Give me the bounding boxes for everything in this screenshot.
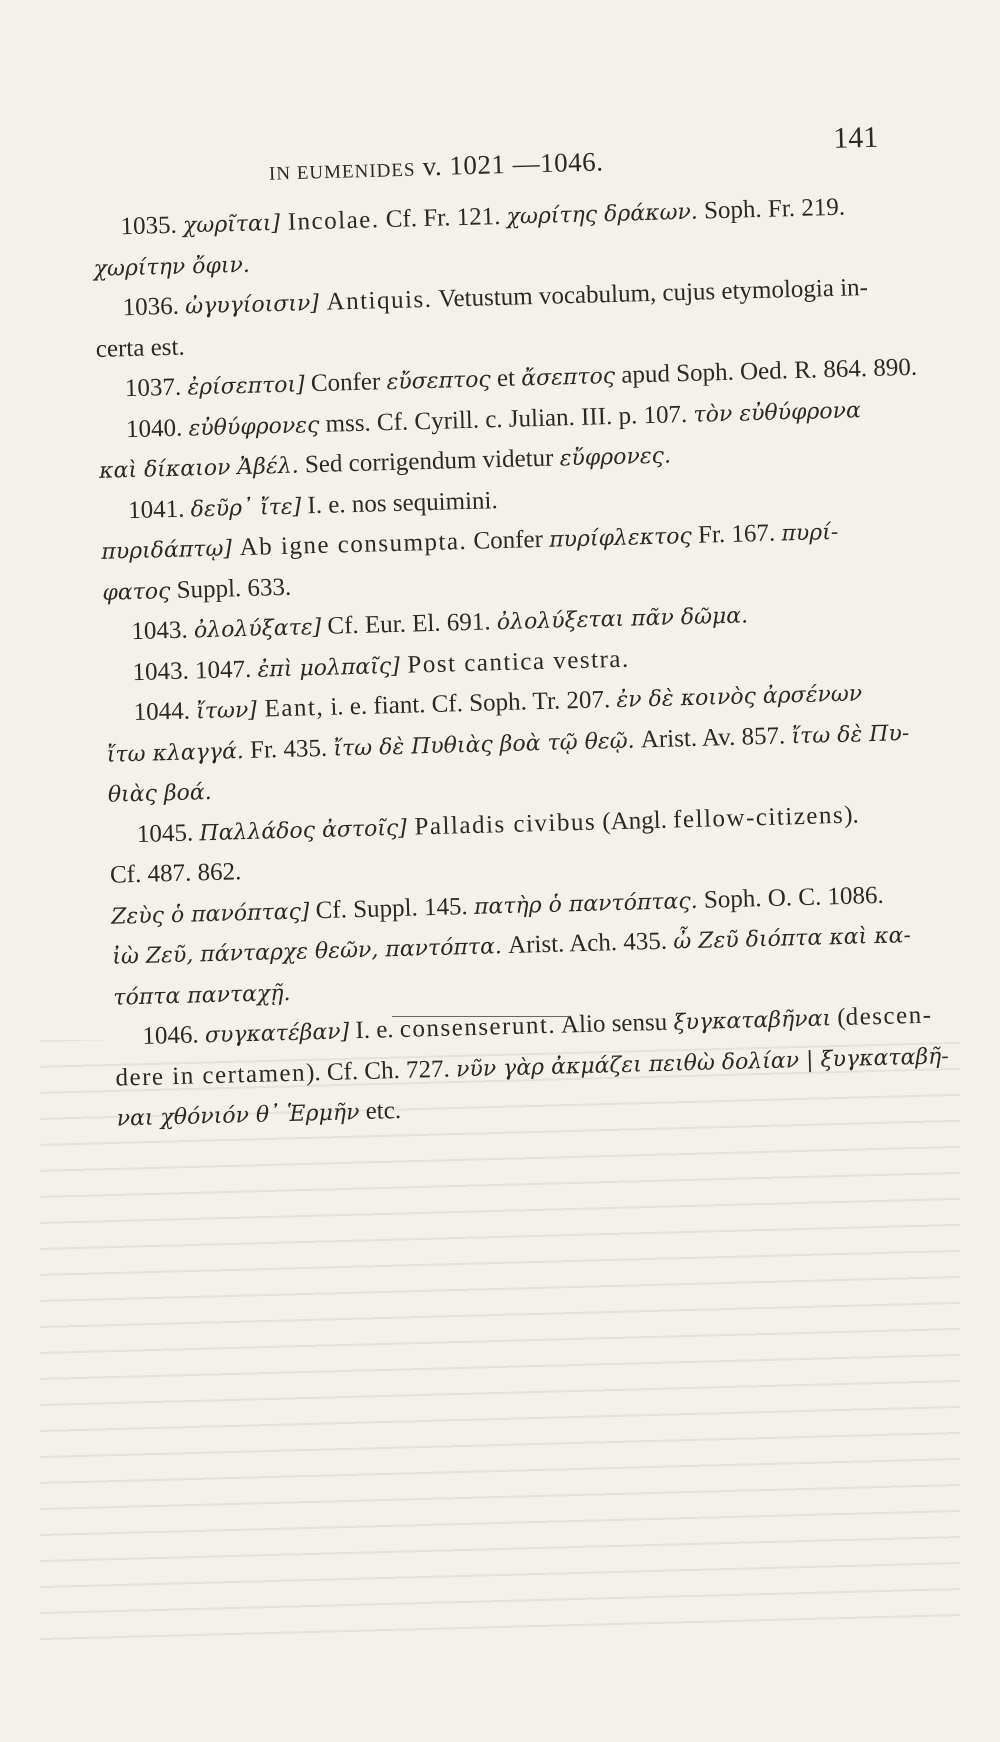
text-segment: etc. [359, 1096, 402, 1126]
greek-text: θιὰς βοά. [107, 779, 213, 808]
text-segment: Cf. Suppl. 145. [309, 892, 475, 924]
text-segment: apud Soph. Oed. R. 864. 890. [614, 353, 918, 389]
text-segment: Eant, [256, 693, 325, 723]
closing-rule [392, 1016, 570, 1017]
text-segment: I. e. nos sequimini. [300, 486, 498, 519]
text-segment: Confer [304, 368, 387, 398]
greek-text: ὀλολύξατε] [193, 614, 322, 644]
show-through-text [40, 1040, 960, 1640]
text-segment: fellow-citizens [672, 801, 845, 833]
text-segment: I. e. [348, 1015, 401, 1045]
greek-text: πυρίφλεκτος [548, 523, 693, 553]
text-segment: Cf. Fr. 121. [379, 202, 507, 234]
text-segment: consenserunt. [399, 1011, 557, 1043]
greek-text: χωρίτης δράκων. [506, 199, 699, 230]
greek-text: χωρίτην ὄφιν. [93, 252, 251, 282]
text-segment: Suppl. 633. [169, 573, 292, 604]
text-segment: certa est. [95, 333, 185, 363]
text-segment: Palladis civibus [406, 808, 597, 841]
page-header [258, 119, 939, 188]
greek-text: ἴτω κλαγγά. [106, 738, 245, 768]
greek-text: ὦ Ζεῦ διόπτα καὶ κα- [672, 923, 912, 955]
text-segment: Vetustum vocabulum, cujus etymologia in- [432, 274, 869, 313]
greek-text: ὠγυγίοισιν] [184, 290, 320, 320]
greek-text: ἄσεπτος [520, 363, 616, 392]
greek-text: ἰὼ Ζεῦ, πάνταρχε θεῶν, παντόπτα. [111, 934, 503, 970]
greek-text: νῦν γὰρ ἀκμάζει πειθὼ δολίαν | ξυγκαταβῆ- [455, 1043, 950, 1082]
greek-text: συγκατέβαν] [204, 1019, 350, 1049]
text-segment: 1037. [124, 373, 188, 403]
greek-text: ἐπὶ μολπαῖς] [257, 653, 401, 683]
text-segment: 1043. 1047. [132, 655, 258, 686]
greek-text: εὔσεπτος [386, 367, 492, 396]
text-segment: 1046. [142, 1021, 206, 1050]
text-segment: Alio sensu [555, 1008, 674, 1039]
commentary-notes [92, 186, 950, 1139]
text-segment: Antiquis. [318, 285, 433, 316]
greek-text: ἴτω δὲ Πυθιὰς βοὰ τῷ θεῷ. [333, 728, 635, 762]
text-segment: descen- [845, 1001, 933, 1031]
text-segment: 1035. [120, 211, 184, 241]
greek-text: ναι χθόνιόν θ᾽ Ἑρμῆν [116, 1100, 360, 1132]
greek-text: τόπτα πανταχῇ. [113, 980, 291, 1011]
greek-text: ἴτω δὲ Πυ- [791, 720, 910, 749]
greek-text: πυριδάπτῳ] [100, 536, 233, 565]
running-title-name: IN EUMENIDES [268, 159, 416, 185]
text-segment: 1036. [122, 292, 186, 322]
text-segment: dere in certamen [115, 1059, 307, 1092]
greek-text: καὶ δίκαιον Ἀβέλ. [98, 453, 300, 484]
text-segment: Ab igne consumpta. [231, 527, 468, 562]
greek-text: ξυγκαταβῆναι [673, 1006, 832, 1036]
running-title [268, 146, 603, 186]
greek-text: χωρῖται] [182, 210, 281, 239]
text-segment: Post cantica vestra. [399, 645, 631, 679]
text-segment: 1044. [133, 697, 197, 727]
text-segment: Arist. Av. 857. [634, 721, 792, 754]
greek-text: ἐρίσεπτοι] [187, 372, 305, 401]
greek-text: ὀλολύξεται πᾶν δῶμα. [496, 603, 749, 636]
text-segment: Incolae. [279, 206, 380, 236]
greek-text: ἴτων] [195, 697, 258, 725]
text-segment: 1043. [131, 616, 195, 646]
text-segment: 1041. [127, 494, 192, 524]
text-segment: ( [830, 1003, 847, 1032]
text-segment: Fr. 435. [243, 734, 334, 764]
greek-text: πατὴρ ὁ παντόπτας. [473, 888, 699, 920]
text-segment: Cf. 487. 862. [109, 858, 242, 889]
text-segment: i. e. fiant. Cf. Soph. Tr. 207. [323, 685, 617, 721]
text-segment: Cf. Eur. El. 691. [320, 608, 498, 640]
greek-text: ἐν δὲ κοινὸς ἀρσένων [616, 681, 863, 713]
text-segment: 1040. [125, 413, 189, 443]
text-segment: 1045. [136, 818, 200, 848]
text-segment: Sed corrigendum videtur [298, 444, 561, 479]
text-segment: ). Cf. Ch. 727. [305, 1054, 457, 1087]
text-segment: Soph. O. C. 1086. [697, 881, 885, 914]
greek-text: δεῦρ᾽ ἴτε] [190, 493, 302, 522]
greek-text: Ζεὺς ὁ πανόπτας] [110, 898, 310, 930]
running-title-verses: v. 1021 —1046. [422, 146, 604, 182]
greek-text: εὐθύφρονες [188, 412, 320, 441]
greek-text: πυρί- [781, 519, 839, 547]
greek-text: Παλλάδος ἀστοῖς] [199, 815, 408, 846]
text-segment: Fr. 167. [691, 519, 782, 549]
greek-text: τὸν εὐθύφρονα [693, 397, 862, 428]
text-segment: Confer [466, 525, 550, 555]
text-segment: Arist. Ach. 435. [501, 927, 674, 960]
text-segment: ). [843, 800, 860, 829]
greek-text: εὔφρονες. [559, 443, 672, 472]
text-segment: Soph. Fr. 219. [697, 193, 846, 225]
text-segment: (Angl. [595, 806, 674, 836]
text-segment: mss. Cf. Cyrill. c. Julian. III. p. 107. [318, 400, 694, 438]
page-number: 141 [832, 120, 879, 155]
text-segment: et [490, 364, 522, 393]
greek-text: φατος [102, 578, 171, 606]
